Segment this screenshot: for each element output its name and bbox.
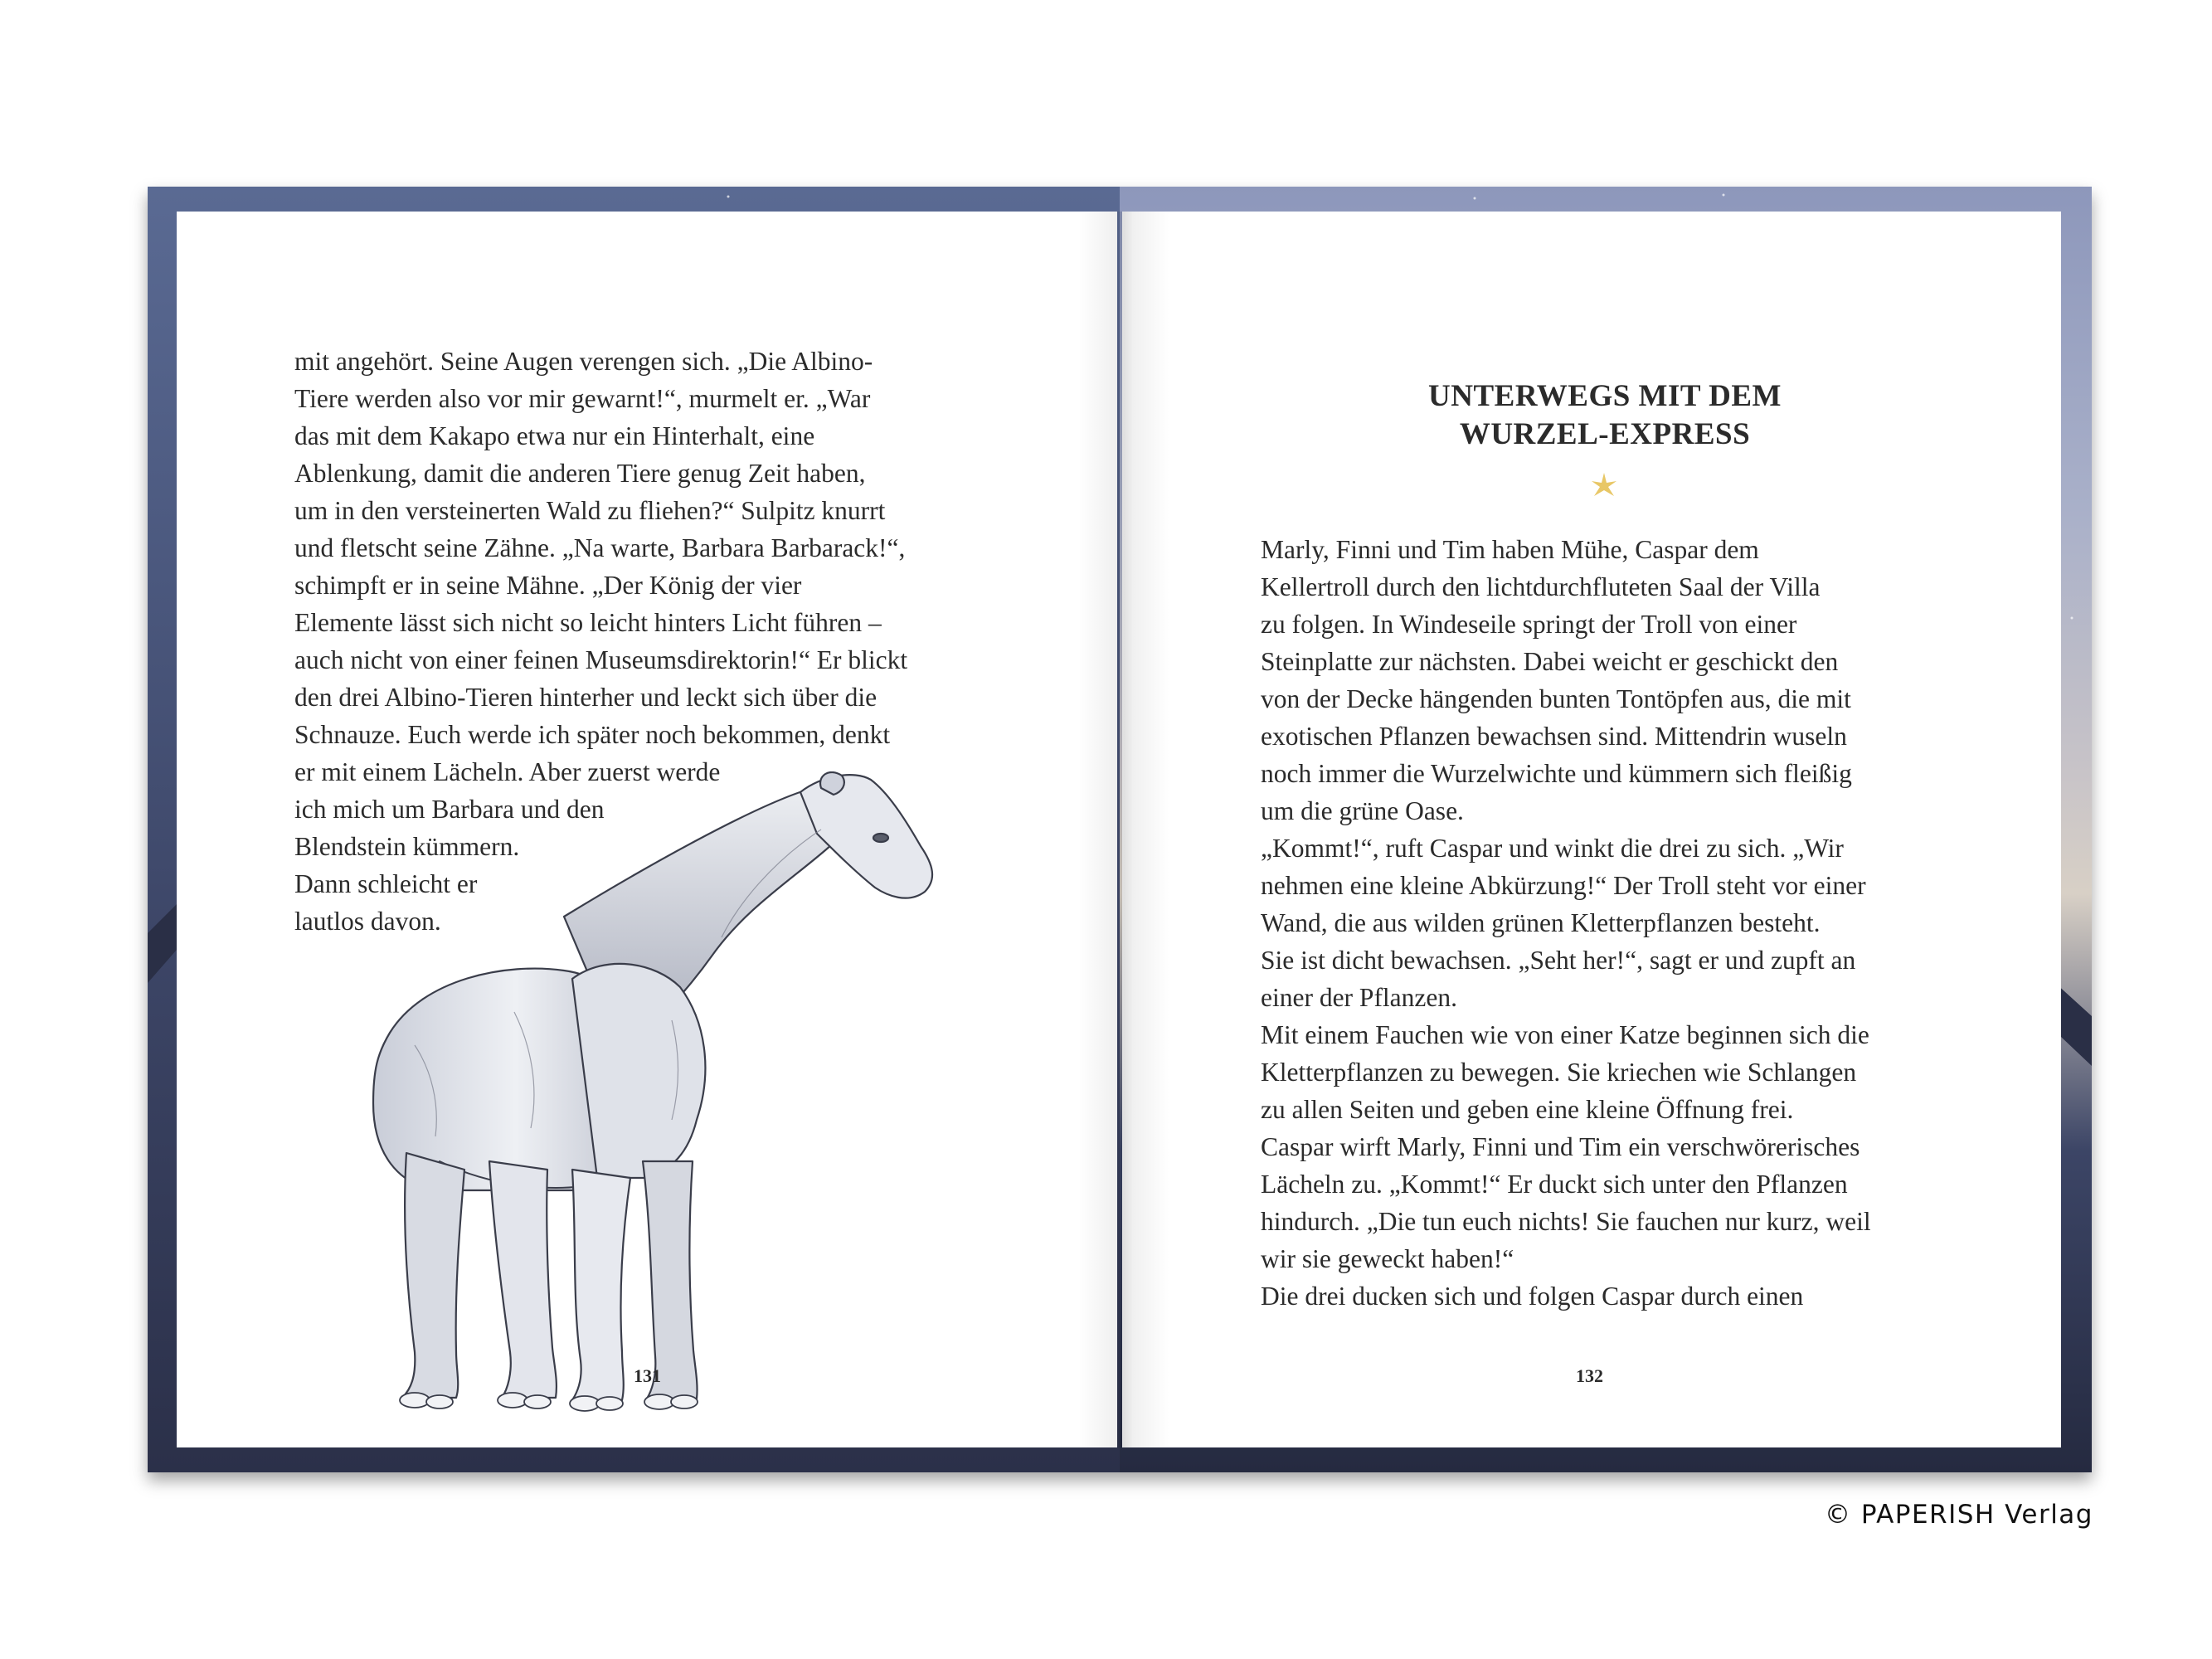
text-line: ich mich um Barbara und den — [294, 795, 605, 824]
text-line: um die grüne Oase. — [1261, 796, 1464, 825]
text-line: und fletscht seine Zähne. „Na warte, Barbara Barbarack!“, — [294, 533, 906, 562]
text-line: noch immer die Wurzelwichte und kümmern sich fleißig — [1261, 759, 1852, 788]
text-line: er mit einem Lächeln. Aber zuerst werde — [294, 757, 721, 786]
text-line: zu folgen. In Windeseile springt der Troll von einer — [1261, 610, 1797, 639]
text-line: auch nicht von einer feinen Museumsdirektorin!“ Er blickt — [294, 645, 908, 674]
text-line: um in den versteinerten Wald zu fliehen?“ Sulpitz knurrt — [294, 496, 886, 525]
text-line: Kletterpflanzen zu bewegen. Sie kriechen wie Schlangen — [1261, 1058, 1857, 1087]
text-line: Ablenkung, damit die anderen Tiere genug Zeit haben, — [294, 459, 866, 488]
text-line: Caspar wirft Marly, Finni und Tim ein verschwörerisches — [1261, 1132, 1860, 1161]
text-line: Steinplatte zur nächsten. Dabei weicht er geschickt den — [1261, 647, 1839, 676]
text-line: einer der Pflanzen. — [1261, 983, 1458, 1012]
right-page-text — [1261, 531, 1871, 1315]
text-line: hindurch. „Die tun euch nichts! Sie fauchen nur kurz, weil — [1261, 1207, 1871, 1236]
text-line: mit angehört. Seine Augen verengen sich. „Die Albino- — [294, 347, 873, 376]
text-line: Wand, die aus wilden grünen Kletterpflanzen besteht. — [1261, 908, 1821, 937]
text-line: Lächeln zu. „Kommt!“ Er duckt sich unter den Pflanzen — [1261, 1170, 1848, 1199]
text-line: den drei Albino-Tieren hinterher und leckt sich über die — [294, 683, 878, 712]
text-line: Blendstein kümmern. — [294, 832, 520, 861]
text-line: exotischen Pflanzen bewachsen sind. Mittendrin wuseln — [1261, 722, 1847, 751]
text-line: Marly, Finni und Tim haben Mühe, Caspar dem — [1261, 535, 1759, 564]
text-line: schimpft er in seine Mähne. „Der König der vier — [294, 571, 802, 600]
page-number-right: 132 — [1576, 1365, 1603, 1386]
text-line: von der Decke hängenden bunten Tontöpfen aus, die mit — [1261, 684, 1851, 713]
copyright-notice: © PAPERISH Verlag — [1825, 1500, 2093, 1530]
chapter-title-line: WURZEL-EXPRESS — [1459, 417, 1751, 451]
star-ornament-icon — [1589, 471, 1619, 501]
text-line: das mit dem Kakapo etwa nur ein Hinterhalt, eine — [294, 421, 815, 450]
text-line: Elemente lässt sich nicht so leicht hinters Licht führen – — [294, 608, 882, 637]
text-line: Schnauze. Euch werde ich später noch bekommen, denkt — [294, 720, 891, 749]
chapter-title-line: UNTERWEGS MIT DEM — [1428, 379, 1782, 413]
albino-paraceratherium-illustration — [323, 771, 979, 1427]
text-line: Tiere werden also vor mir gewarnt!“, murmelt er. „War — [294, 384, 871, 413]
text-line: Die drei ducken sich und folgen Caspar durch einen — [1261, 1282, 1804, 1311]
page-number-left: 131 — [634, 1365, 661, 1386]
text-line: Sie ist dicht bewachsen. „Seht her!“, sagt er und zupft an — [1261, 946, 1856, 975]
text-line: Mit einem Fauchen wie von einer Katze beginnen sich die — [1261, 1020, 1869, 1049]
text-line: zu allen Seiten und geben eine kleine Öffnung frei. — [1261, 1095, 1794, 1124]
text-line: lautlos davon. — [294, 907, 441, 936]
text-line: wir sie geweckt haben!“ — [1261, 1244, 1514, 1273]
text-line: Kellertroll durch den lichtdurchfluteten Saal der Villa — [1261, 572, 1821, 601]
chapter-title — [1261, 377, 1949, 454]
text-line: „Kommt!“, ruft Caspar und winkt die drei zu sich. „Wir — [1261, 834, 1844, 863]
text-line: Dann schleicht er — [294, 869, 478, 898]
text-line: nehmen eine kleine Abkürzung!“ Der Troll steht vor einer — [1261, 871, 1866, 900]
